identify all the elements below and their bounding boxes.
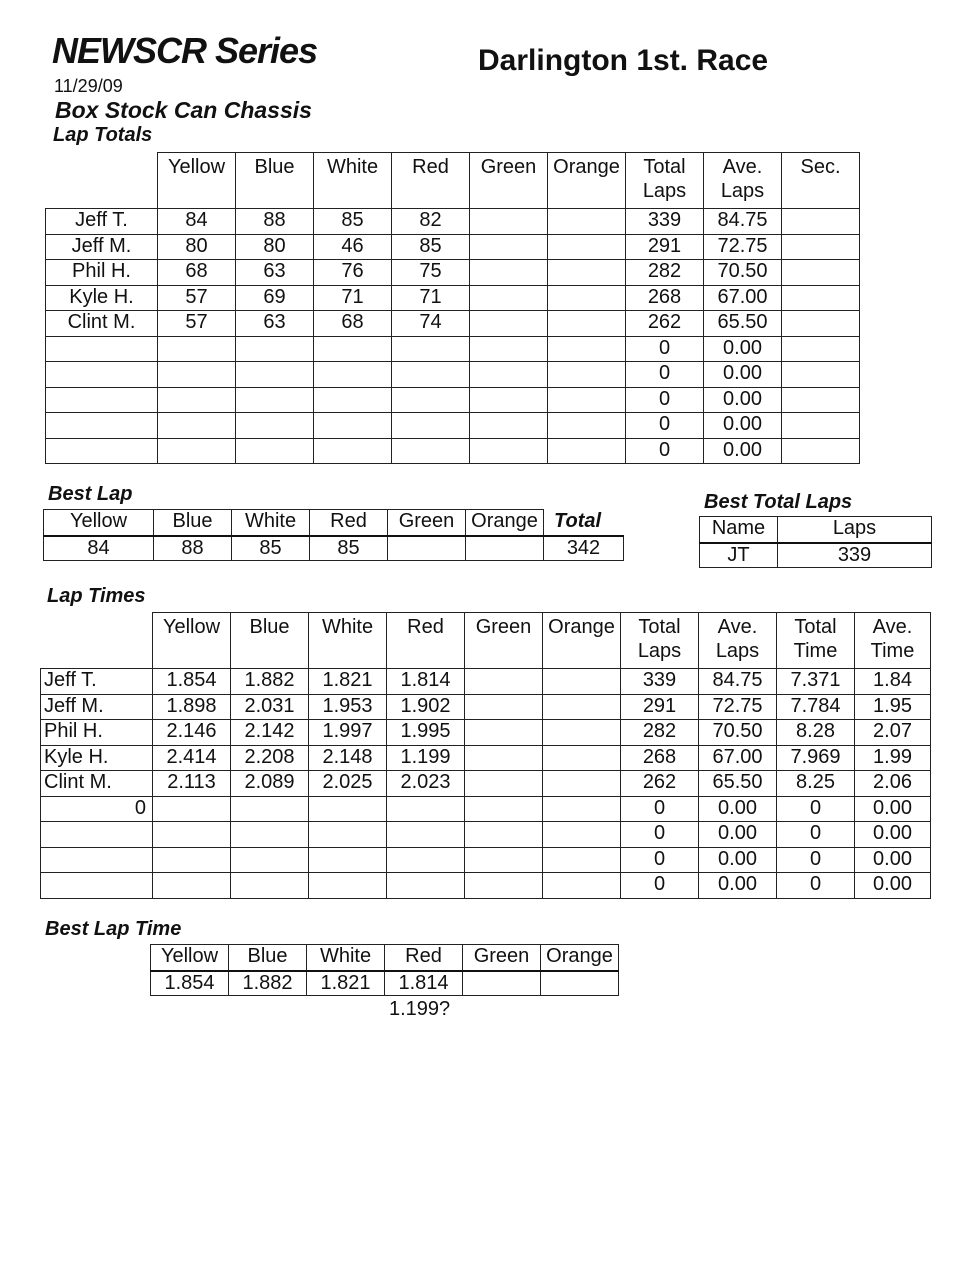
table-cell xyxy=(392,336,470,362)
driver-name xyxy=(46,362,158,388)
table-row xyxy=(46,234,860,260)
table-row xyxy=(46,413,860,439)
table-cell xyxy=(153,847,231,873)
table-cell: 1.882 xyxy=(231,669,309,695)
table-cell xyxy=(470,336,548,362)
driver-name: Jeff M. xyxy=(41,694,153,720)
table-cell: 80 xyxy=(158,234,236,260)
table-cell: 67.00 xyxy=(699,745,777,771)
table-cell: 72.75 xyxy=(704,234,782,260)
table-cell: 85 xyxy=(392,234,470,260)
table-cell: 0.00 xyxy=(699,873,777,899)
best-total-laps-heading: Best Total Laps xyxy=(704,491,853,513)
table-row xyxy=(46,336,860,362)
table-cell: 2.089 xyxy=(231,771,309,797)
table-cell xyxy=(231,873,309,899)
table-cell: 57 xyxy=(158,311,236,337)
best-lap-time-header-green: Green xyxy=(463,945,541,971)
best-lap-header-orange: Orange xyxy=(466,510,544,536)
driver-name xyxy=(41,847,153,873)
table-cell: 63 xyxy=(236,311,314,337)
table-cell xyxy=(392,362,470,388)
table-cell: 84.75 xyxy=(699,669,777,695)
table-cell xyxy=(470,234,548,260)
table-row xyxy=(46,260,860,286)
table-cell xyxy=(158,413,236,439)
best-lap-time-header-orange: Orange xyxy=(541,945,619,971)
driver-name: Kyle H. xyxy=(46,285,158,311)
driver-name xyxy=(46,413,158,439)
table-cell xyxy=(387,873,465,899)
table-cell: 0.00 xyxy=(704,336,782,362)
table-cell xyxy=(543,873,621,899)
table-cell: 1.95 xyxy=(855,694,931,720)
table-cell: 0.00 xyxy=(699,796,777,822)
table-cell: 68 xyxy=(158,260,236,286)
table-cell xyxy=(782,336,860,362)
driver-name: Jeff M. xyxy=(46,234,158,260)
lap-totals-heading: Lap Totals xyxy=(53,124,153,146)
table-cell: 67.00 xyxy=(704,285,782,311)
best-lap-time-green xyxy=(463,971,541,996)
table-cell: 0 xyxy=(777,822,855,848)
table-cell: 8.28 xyxy=(777,720,855,746)
table-cell: 0.00 xyxy=(855,847,931,873)
table-row xyxy=(41,822,931,848)
table-row xyxy=(41,847,931,873)
table-cell xyxy=(314,362,392,388)
best-lap-time-note: 1.199? xyxy=(389,998,451,1020)
table-row xyxy=(41,745,931,771)
table-cell: 2.113 xyxy=(153,771,231,797)
lap-times-col-header: Yellow xyxy=(153,613,231,669)
table-cell: 0.00 xyxy=(704,438,782,464)
table-cell: 1.84 xyxy=(855,669,931,695)
table-cell: 291 xyxy=(621,694,699,720)
table-cell: 1.814 xyxy=(387,669,465,695)
table-cell xyxy=(153,796,231,822)
table-cell xyxy=(543,669,621,695)
table-cell xyxy=(314,387,392,413)
driver-name: Jeff T. xyxy=(46,209,158,235)
lap-times-col-header: White xyxy=(309,613,387,669)
table-cell xyxy=(465,745,543,771)
table-row xyxy=(41,796,931,822)
table-cell: 1.898 xyxy=(153,694,231,720)
table-cell xyxy=(470,209,548,235)
race-date: 11/29/09 xyxy=(54,76,123,96)
table-cell: 65.50 xyxy=(699,771,777,797)
table-cell xyxy=(782,260,860,286)
table-cell: 0 xyxy=(621,796,699,822)
best-lap-time-heading: Best Lap Time xyxy=(45,918,182,940)
table-cell xyxy=(543,822,621,848)
table-cell: 0.00 xyxy=(704,362,782,388)
best-lap-time-white: 1.821 xyxy=(307,971,385,996)
table-cell xyxy=(548,260,626,286)
best-lap-time-header-white: White xyxy=(307,945,385,971)
table-cell: 0 xyxy=(777,847,855,873)
table-cell xyxy=(387,847,465,873)
best-lap-time-orange xyxy=(541,971,619,996)
best-total-laps: 339 xyxy=(778,543,932,568)
table-cell xyxy=(236,387,314,413)
table-cell xyxy=(236,438,314,464)
table-cell xyxy=(470,285,548,311)
lap-times-col-header: Green xyxy=(465,613,543,669)
table-cell xyxy=(470,260,548,286)
best-lap-total-value: 342 xyxy=(544,536,624,561)
lap-times-col-header: Blue xyxy=(231,613,309,669)
table-cell xyxy=(465,771,543,797)
table-cell xyxy=(470,413,548,439)
table-cell xyxy=(782,311,860,337)
table-cell: 74 xyxy=(392,311,470,337)
best-lap-white: 85 xyxy=(232,536,310,561)
table-cell xyxy=(392,413,470,439)
table-cell xyxy=(465,694,543,720)
lap-totals-col-header: Ave. Laps xyxy=(704,153,782,209)
table-row xyxy=(41,694,931,720)
table-cell: 8.25 xyxy=(777,771,855,797)
table-cell: 0 xyxy=(626,387,704,413)
table-cell: 70.50 xyxy=(704,260,782,286)
best-lap-header-green: Green xyxy=(388,510,466,536)
table-cell: 1.199 xyxy=(387,745,465,771)
driver-name: Jeff T. xyxy=(41,669,153,695)
table-cell: 0.00 xyxy=(855,873,931,899)
lap-times-col-header: Total Laps xyxy=(621,613,699,669)
table-cell xyxy=(543,694,621,720)
best-lap-total-label: Total xyxy=(544,510,624,536)
table-cell: 0 xyxy=(626,413,704,439)
best-lap-blue: 88 xyxy=(154,536,232,561)
table-cell: 1.953 xyxy=(309,694,387,720)
table-cell xyxy=(782,438,860,464)
driver-name xyxy=(46,438,158,464)
table-cell xyxy=(470,311,548,337)
table-cell xyxy=(309,822,387,848)
lap-times-col-header: Orange xyxy=(543,613,621,669)
table-cell: 0 xyxy=(621,822,699,848)
table-cell: 65.50 xyxy=(704,311,782,337)
table-cell: 2.414 xyxy=(153,745,231,771)
table-cell: 2.023 xyxy=(387,771,465,797)
best-lap-orange xyxy=(466,536,544,561)
table-cell: 2.07 xyxy=(855,720,931,746)
best-total-header-laps: Laps xyxy=(778,517,932,543)
table-cell xyxy=(543,745,621,771)
table-cell xyxy=(548,362,626,388)
table-cell xyxy=(782,285,860,311)
table-cell xyxy=(153,822,231,848)
lap-totals-table xyxy=(45,152,860,464)
table-cell xyxy=(158,336,236,362)
best-lap-time-header-blue: Blue xyxy=(229,945,307,971)
table-cell: 282 xyxy=(621,720,699,746)
table-cell xyxy=(309,796,387,822)
table-cell xyxy=(153,873,231,899)
table-cell: 2.148 xyxy=(309,745,387,771)
best-lap-time-header-red: Red xyxy=(385,945,463,971)
table-cell xyxy=(548,311,626,337)
table-row xyxy=(46,209,860,235)
best-total-laps-table xyxy=(699,516,932,568)
best-lap-table xyxy=(43,509,624,561)
lap-times-col-header: Red xyxy=(387,613,465,669)
table-cell xyxy=(548,413,626,439)
table-cell: 69 xyxy=(236,285,314,311)
table-cell: 262 xyxy=(621,771,699,797)
table-cell: 0.00 xyxy=(704,387,782,413)
table-cell: 82 xyxy=(392,209,470,235)
table-cell xyxy=(231,796,309,822)
table-cell: 291 xyxy=(626,234,704,260)
table-cell xyxy=(309,873,387,899)
lap-times-heading: Lap Times xyxy=(47,585,146,607)
table-cell: 0.00 xyxy=(704,413,782,439)
table-cell xyxy=(782,234,860,260)
table-cell: 1.854 xyxy=(153,669,231,695)
class-title: Box Stock Can Chassis xyxy=(55,97,312,123)
table-cell: 72.75 xyxy=(699,694,777,720)
table-cell: 0 xyxy=(621,847,699,873)
table-cell xyxy=(236,336,314,362)
table-cell xyxy=(543,796,621,822)
driver-name xyxy=(41,822,153,848)
lap-times-col-header: Ave. Time xyxy=(855,613,931,669)
lap-totals-col-header: White xyxy=(314,153,392,209)
table-cell xyxy=(392,387,470,413)
best-lap-time-yellow: 1.854 xyxy=(151,971,229,996)
driver-name xyxy=(46,336,158,362)
table-cell: 1.902 xyxy=(387,694,465,720)
table-row xyxy=(46,438,860,464)
table-cell xyxy=(548,234,626,260)
best-total-name: JT xyxy=(700,543,778,568)
table-cell xyxy=(387,822,465,848)
driver-name: Kyle H. xyxy=(41,745,153,771)
table-cell: 0 xyxy=(626,438,704,464)
table-row xyxy=(46,285,860,311)
table-row xyxy=(41,771,931,797)
table-cell xyxy=(470,362,548,388)
table-cell: 0.00 xyxy=(855,822,931,848)
table-cell: 0.00 xyxy=(855,796,931,822)
table-cell xyxy=(470,438,548,464)
lap-totals-col-header: Green xyxy=(470,153,548,209)
table-cell: 71 xyxy=(314,285,392,311)
table-cell: 268 xyxy=(621,745,699,771)
table-cell xyxy=(465,720,543,746)
table-cell: 7.784 xyxy=(777,694,855,720)
table-cell: 80 xyxy=(236,234,314,260)
table-cell: 339 xyxy=(626,209,704,235)
table-cell xyxy=(465,847,543,873)
table-row xyxy=(46,362,860,388)
table-row xyxy=(41,720,931,746)
table-cell: 0 xyxy=(626,336,704,362)
table-cell xyxy=(158,387,236,413)
table-cell: 282 xyxy=(626,260,704,286)
best-lap-red: 85 xyxy=(310,536,388,561)
best-lap-time-blue: 1.882 xyxy=(229,971,307,996)
series-title: NEWSCR Series xyxy=(52,30,318,71)
table-cell xyxy=(314,336,392,362)
driver-name xyxy=(46,387,158,413)
table-cell xyxy=(309,847,387,873)
table-cell xyxy=(314,413,392,439)
lap-totals-col-header: Yellow xyxy=(158,153,236,209)
table-cell xyxy=(236,413,314,439)
table-row xyxy=(41,669,931,695)
lap-totals-col-header: Blue xyxy=(236,153,314,209)
table-cell xyxy=(236,362,314,388)
table-row xyxy=(46,387,860,413)
table-cell: 1.997 xyxy=(309,720,387,746)
table-cell: 0 xyxy=(626,362,704,388)
table-cell xyxy=(543,720,621,746)
table-cell: 2.142 xyxy=(231,720,309,746)
lap-totals-col-header: Total Laps xyxy=(626,153,704,209)
table-cell: 68 xyxy=(314,311,392,337)
driver-name xyxy=(41,873,153,899)
table-cell: 1.99 xyxy=(855,745,931,771)
table-cell xyxy=(158,362,236,388)
lap-totals-col-header: Red xyxy=(392,153,470,209)
best-lap-header-red: Red xyxy=(310,510,388,536)
table-row xyxy=(46,311,860,337)
table-cell xyxy=(465,822,543,848)
table-cell: 0.00 xyxy=(699,822,777,848)
table-cell xyxy=(314,438,392,464)
table-cell xyxy=(548,336,626,362)
table-cell: 0 xyxy=(777,873,855,899)
table-cell xyxy=(231,822,309,848)
table-cell xyxy=(782,413,860,439)
table-cell: 71 xyxy=(392,285,470,311)
driver-name: Phil H. xyxy=(46,260,158,286)
table-cell xyxy=(543,771,621,797)
table-cell xyxy=(231,847,309,873)
best-lap-time-red: 1.814 xyxy=(385,971,463,996)
table-cell: 84 xyxy=(158,209,236,235)
table-cell: 85 xyxy=(314,209,392,235)
lap-totals-col-header: Orange xyxy=(548,153,626,209)
lap-times-col-header: Ave. Laps xyxy=(699,613,777,669)
table-cell: 2.208 xyxy=(231,745,309,771)
table-cell xyxy=(782,209,860,235)
table-cell: 75 xyxy=(392,260,470,286)
table-cell xyxy=(465,669,543,695)
best-lap-time-table xyxy=(150,944,619,996)
best-lap-heading: Best Lap xyxy=(48,483,133,505)
table-cell: 1.821 xyxy=(309,669,387,695)
best-lap-header-yellow: Yellow xyxy=(44,510,154,536)
best-lap-header-blue: Blue xyxy=(154,510,232,536)
table-cell: 70.50 xyxy=(699,720,777,746)
table-cell xyxy=(465,873,543,899)
table-cell: 0 xyxy=(621,873,699,899)
table-cell: 88 xyxy=(236,209,314,235)
best-lap-yellow: 84 xyxy=(44,536,154,561)
driver-name: Clint M. xyxy=(46,311,158,337)
table-cell xyxy=(548,285,626,311)
table-cell: 46 xyxy=(314,234,392,260)
table-cell xyxy=(548,438,626,464)
table-cell: 2.146 xyxy=(153,720,231,746)
table-cell xyxy=(543,847,621,873)
corner-blank xyxy=(46,153,158,209)
table-cell: 2.06 xyxy=(855,771,931,797)
table-cell xyxy=(387,796,465,822)
table-cell: 7.371 xyxy=(777,669,855,695)
table-cell xyxy=(470,387,548,413)
driver-name: Phil H. xyxy=(41,720,153,746)
table-row xyxy=(41,873,931,899)
table-cell: 0 xyxy=(777,796,855,822)
best-total-header-name: Name xyxy=(700,517,778,543)
table-cell: 2.031 xyxy=(231,694,309,720)
driver-name: 0 xyxy=(41,796,153,822)
table-cell xyxy=(782,387,860,413)
table-cell: 84.75 xyxy=(704,209,782,235)
table-cell xyxy=(548,387,626,413)
table-cell: 339 xyxy=(621,669,699,695)
table-cell xyxy=(158,438,236,464)
corner-blank xyxy=(41,613,153,669)
table-cell xyxy=(548,209,626,235)
best-lap-time-header-yellow: Yellow xyxy=(151,945,229,971)
lap-totals-col-header: Sec. xyxy=(782,153,860,209)
table-cell: 268 xyxy=(626,285,704,311)
table-cell: 76 xyxy=(314,260,392,286)
race-title: Darlington 1st. Race xyxy=(478,44,769,77)
table-cell: 7.969 xyxy=(777,745,855,771)
best-lap-green xyxy=(388,536,466,561)
table-cell: 63 xyxy=(236,260,314,286)
table-cell: 262 xyxy=(626,311,704,337)
table-cell xyxy=(392,438,470,464)
table-cell: 1.995 xyxy=(387,720,465,746)
lap-times-table xyxy=(40,612,931,899)
best-lap-header-white: White xyxy=(232,510,310,536)
table-cell xyxy=(782,362,860,388)
driver-name: Clint M. xyxy=(41,771,153,797)
table-cell: 2.025 xyxy=(309,771,387,797)
table-cell: 0.00 xyxy=(699,847,777,873)
table-cell xyxy=(465,796,543,822)
table-cell: 57 xyxy=(158,285,236,311)
lap-times-col-header: Total Time xyxy=(777,613,855,669)
